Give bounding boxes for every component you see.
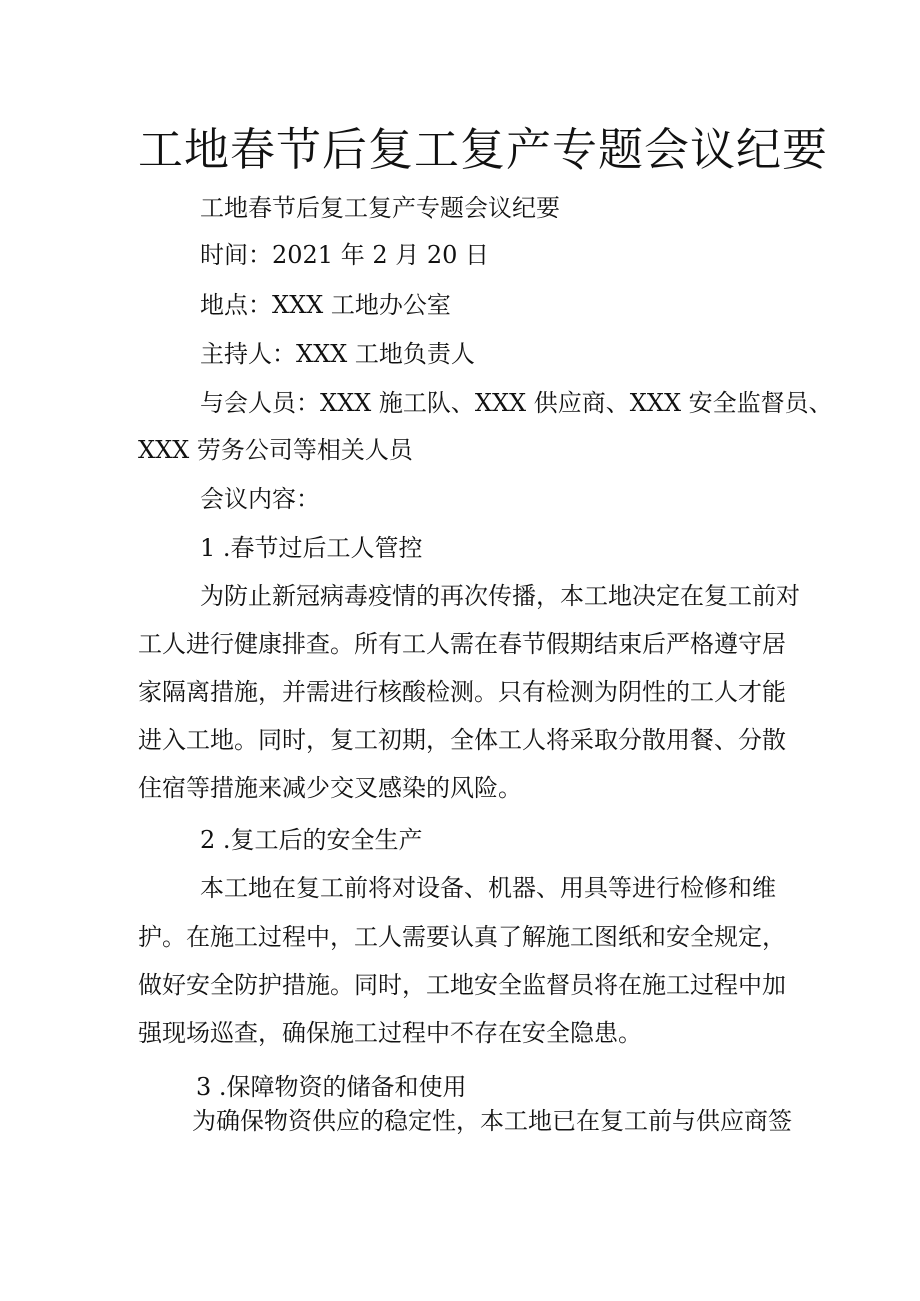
paragraph-line: 做好安全防护措施。同时，工地安全监督员将在施工过程中加 <box>138 971 786 999</box>
paragraph-line: 进入工地。同时，复工初期，全体工人将采取分散用餐、分散 <box>138 726 786 754</box>
paragraph-line: 工人进行健康排查。所有工人需在春节假期结束后严格遵守居 <box>138 630 786 658</box>
section-heading-3: 3 .保障物资的储备和使用 <box>196 1073 467 1101</box>
paragraph-line: 住宿等措施来减少交叉感染的风险。 <box>138 774 522 802</box>
paragraph-line: 为确保物资供应的稳定性，本工地已在复工前与供应商签 <box>192 1107 792 1135</box>
section-heading-1: 1 .春节过后工人管控 <box>200 534 423 562</box>
paragraph-line: 为防止新冠病毒疫情的再次传播，本工地决定在复工前对 <box>200 582 800 610</box>
meeting-attendees: 与会人员：XXX 施工队、XXX 供应商、XXX 安全监督员、 <box>200 389 833 417</box>
meeting-attendees-continued: XXX 劳务公司等相关人员 <box>138 436 413 464</box>
paragraph-line: 护。在施工过程中，工人需要认真了解施工图纸和安全规定， <box>138 923 786 951</box>
section-heading-2: 2 .复工后的安全生产 <box>200 826 423 854</box>
paragraph-line: 家隔离措施，并需进行核酸检测。只有检测为阴性的工人才能 <box>138 678 786 706</box>
meeting-host: 主持人：XXX 工地负责人 <box>200 340 475 368</box>
document-subtitle: 工地春节后复工复产专题会议纪要 <box>200 194 560 222</box>
document-title: 工地春节后复工复产专题会议纪要 <box>138 123 829 176</box>
paragraph-line: 本工地在复工前将对设备、机器、用具等进行检修和维 <box>200 874 776 902</box>
meeting-content-label: 会议内容： <box>200 485 320 513</box>
meeting-location: 地点：XXX 工地办公室 <box>200 291 451 319</box>
paragraph-line: 强现场巡查，确保施工过程中不存在安全隐患。 <box>138 1019 642 1047</box>
meeting-time: 时间：2021 年 2 月 20 日 <box>200 241 490 269</box>
